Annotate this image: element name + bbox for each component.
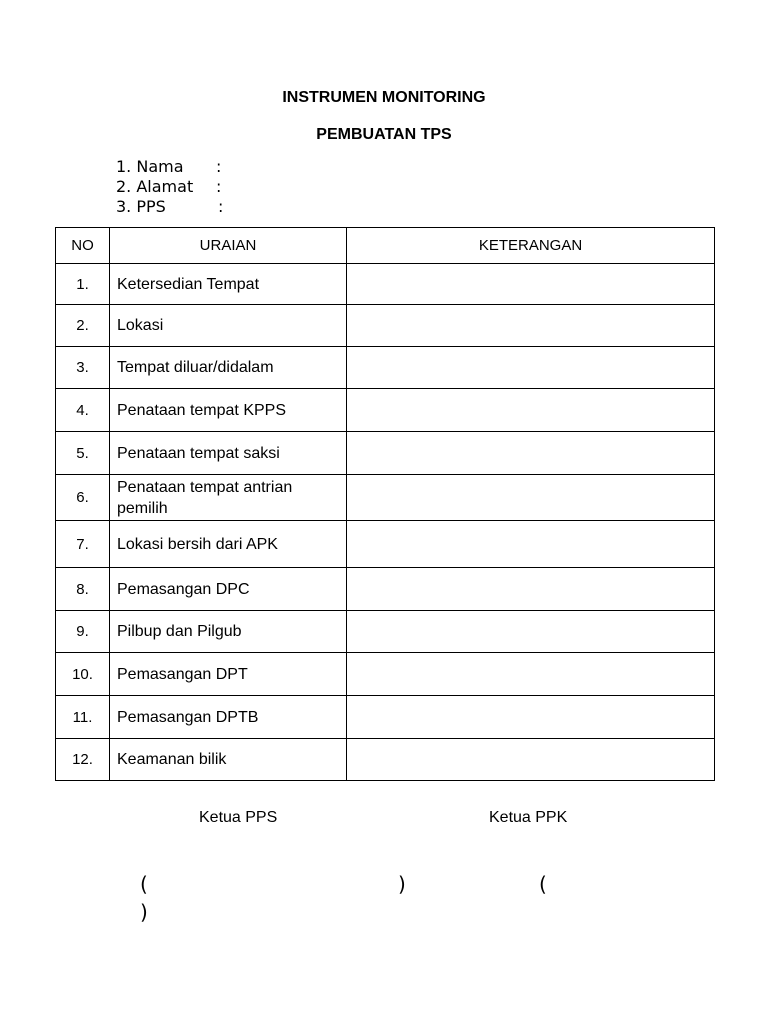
table-row xyxy=(56,305,715,347)
field-nama-colon: : xyxy=(216,157,222,176)
signature-label-ketua-pps: Ketua PPS xyxy=(199,809,278,826)
table-row xyxy=(56,389,715,432)
field-alamat-colon: : xyxy=(216,177,222,196)
row-uraian: Keamanan bilik xyxy=(110,739,347,781)
row-uraian: Ketersedian Tempat xyxy=(110,264,347,305)
row-uraian: Tempat diluar/didalam xyxy=(110,347,347,389)
row-number: 5. xyxy=(56,432,110,475)
row-keterangan xyxy=(347,347,715,389)
row-keterangan xyxy=(347,611,715,653)
row-keterangan xyxy=(347,739,715,781)
row-number: 4. xyxy=(56,389,110,432)
signature-close-paren-right: ) xyxy=(140,900,148,924)
row-keterangan xyxy=(347,264,715,305)
row-number: 12. xyxy=(56,739,110,781)
row-uraian: Pilbup dan Pilgub xyxy=(110,611,347,653)
row-uraian: Pemasangan DPC xyxy=(110,568,347,611)
row-number: 2. xyxy=(56,305,110,347)
header-keterangan: KETERANGAN xyxy=(347,228,715,264)
row-keterangan xyxy=(347,432,715,475)
table-row xyxy=(56,264,715,305)
row-keterangan xyxy=(347,568,715,611)
table-row xyxy=(56,653,715,696)
row-keterangan xyxy=(347,305,715,347)
row-number: 7. xyxy=(56,521,110,568)
document-title: INSTRUMEN MONITORING xyxy=(282,89,486,106)
row-number: 1. xyxy=(56,264,110,305)
row-uraian: Pemasangan DPTB xyxy=(110,696,347,739)
table-header-row xyxy=(56,228,715,264)
table-row xyxy=(56,521,715,568)
document-subtitle: PEMBUATAN TPS xyxy=(316,126,452,143)
row-number: 3. xyxy=(56,347,110,389)
row-number: 8. xyxy=(56,568,110,611)
row-keterangan xyxy=(347,521,715,568)
row-uraian: Lokasi xyxy=(110,305,347,347)
table-row xyxy=(56,739,715,781)
field-pps-colon: : xyxy=(218,197,224,216)
monitoring-table xyxy=(55,227,715,781)
row-number: 10. xyxy=(56,653,110,696)
table-row xyxy=(56,475,715,521)
row-keterangan xyxy=(347,653,715,696)
row-uraian: Penataan tempat antrian pemilih xyxy=(110,475,347,521)
table-row xyxy=(56,432,715,475)
signature-close-paren-left: ) xyxy=(398,872,406,896)
row-number: 11. xyxy=(56,696,110,739)
row-uraian: Pemasangan DPT xyxy=(110,653,347,696)
table-row xyxy=(56,696,715,739)
signature-open-paren-right: ( xyxy=(539,872,547,896)
header-uraian: URAIAN xyxy=(110,228,347,264)
signature-open-paren-left: ( xyxy=(140,872,148,896)
field-alamat-label: 2. Alamat xyxy=(116,177,194,196)
table-row xyxy=(56,611,715,653)
signature-label-ketua-ppk: Ketua PPK xyxy=(489,809,568,826)
row-uraian: Lokasi bersih dari APK xyxy=(110,521,347,568)
field-nama-label: 1. Nama xyxy=(116,157,184,176)
row-uraian: Penataan tempat KPPS xyxy=(110,389,347,432)
row-number: 9. xyxy=(56,611,110,653)
row-keterangan xyxy=(347,389,715,432)
header-no: NO xyxy=(56,228,110,264)
field-pps-label: 3. PPS xyxy=(116,197,166,216)
row-keterangan xyxy=(347,696,715,739)
table-row xyxy=(56,347,715,389)
table-row xyxy=(56,568,715,611)
row-uraian: Penataan tempat saksi xyxy=(110,432,347,475)
row-number: 6. xyxy=(56,475,110,521)
row-keterangan xyxy=(347,475,715,521)
